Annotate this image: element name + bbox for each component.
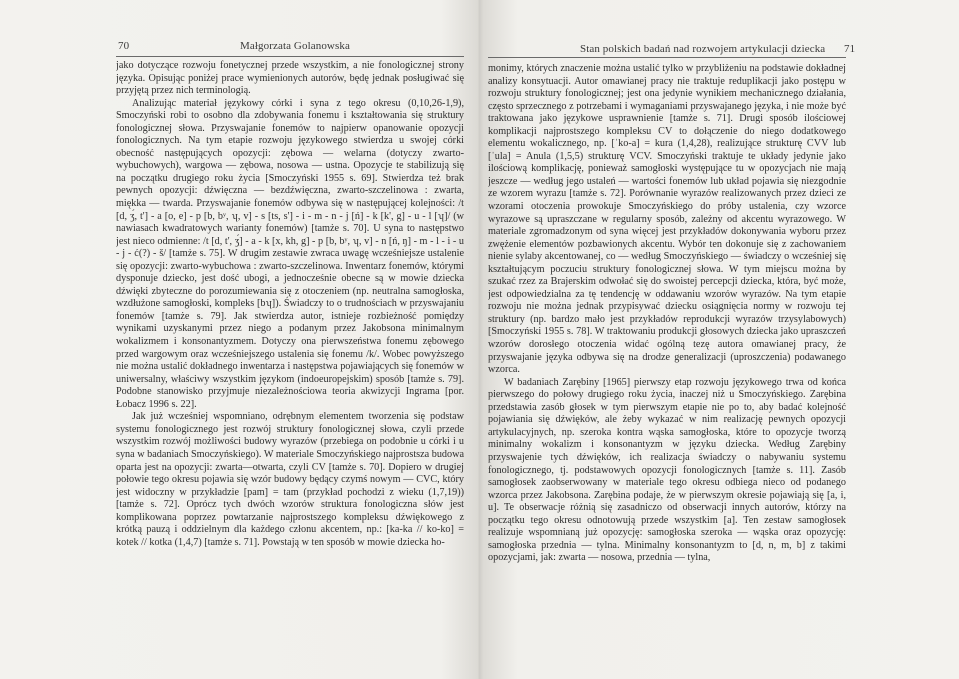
right-running-head: Stan polskich badań nad rozwojem artykulacji dziecka xyxy=(580,43,826,55)
right-page xyxy=(480,0,959,679)
left-page-number: 70 xyxy=(118,40,130,52)
left-paragraph-1: jako dotyczące rozwoju fonetycznej przede wszystkim, a nie fonologicznej strony języka. Opisując poniżej prace wymienionych autorów, będę jednak posługiwać się przyjętą przez nich terminologią. xyxy=(116,60,464,97)
right-header-rule xyxy=(488,57,846,58)
left-paragraph-3: Jak już wcześniej wspomniano, odrębnym elementem tworzenia się podstaw systemu fonologicznego jest rozwój struktury fonologicznej słowa, czyli przede wszystkim rozwój możliwości budowy wyrazów (przebiega on podobnie u córki i u syna w badaniach Smoczyńskiego). W materiale Smoczyńskiego najprostsza budowa oparta jest na opozycji: zwarta—otwarta, czyli CV [tamże s. 70]. Dopiero w drugiej połowie tego okresu pojawia się wzór budowy będący czymś nowym — CVC, który jest widoczny w przykładzie [pam] = tam (przykład pochodzi z wieku (1,7,19)) [tamże s. 72]. Oprócz tych dwóch wzorów struktura fonologiczna słów jest komplikowana poprzez powtarzanie najprostszego kompleksu dźwiękowego z krótką pauzą i oddzielnym dla każdego członu akcentem, np.: [ka-ka // ko-ko] = kotek // kotka (1,4,7) [tamże s. 71]. Powstają w ten sposób w mowie dziecka ho- xyxy=(116,411,464,548)
left-body-text xyxy=(116,60,464,660)
left-running-head: Małgorzata Golanowska xyxy=(240,40,350,52)
left-paragraph-2: Analizując materiał językowy córki i syna z tego okresu (0,10,26-1,9), Smoczyński robi to osobno dla zdobywania fonemu i kształtowania się struktury fonologicznej słowa. Przyswajanie fonemów to najpierw opanowanie opozycji fonologicznych. Na tym etapie rozwoju językowego stwierdza u swojej córki obecność następujących opozycji: zębowa — welarna (dotyczy zwarto-wybuchowych), wargowa — zębowa, nosowa — ustna. Opozycje te stabilizują się na początku drugiego roku życia [Smoczyński 1955 s. 69]. Stwierdza też brak pewnych opozycji: dźwięczna — bezdźwięczna, zwarto-szczelinowa : zwarta, miękka — twarda. Przyswajanie fonemów odbywa się w następującej kolejności: /t [d, ʒ́, t'] - a [o, e] - p [b, bʸ, ʮ, v] - s [ts, s'] - i - m - n - j [ń] - k [k', g] - u - l [ʮ]/ (w nawiasach kwadratowych warianty fonemów) [tamże s. 70]. U syna to następstwo jest nieco odmienne: /t [d, t', ʒ́] - a - k [x, kh, g] - p [b, bʸ, ʮ, v] - n [ń, ŋ] - m - l - i - u - j - ć(?) - š/ [tamże s. 75]. W drugim zestawie zwraca uwagę wcześniejsze ustalenie się opozycji: zwarto-wybuchowa : zwarto-szczelinowa. Inwentarz fonemów, którymi dysponuje dziecko, jest dość ubogi, a jednocześnie obecne są w mowie dziecka dźwięki zbyteczne do porozumiewania się z otoczeniem (np. neutralna samogłoska, wzdłużone samogłoski, kompleks [bʮ]). Świadczy to o trudnościach w przyswajaniu fonemów [tamże s. 79]. Jak stwierdza autor, istnieje rozbieżność pomiędzy wynikami uzyskanymi przez niego a podanym przez Jakobsona minimalnym wokalizmem i konsonantyzmem. Dotyczy ona pierwszeństwa fonemu zębowego przed wargowym oraz wcześniejszego ustalenia się fonemu /k/. Wobec powyższego nie można ustalić dokładnego inwentarza i następstwa pojawiających się fonemów w uniwersalny, właściwy wszystkim językom (indoeuropejskim) sposób [tamże s. 79]. Podobne stanowisko przyjmuje niezależnościowa teoria akwizycji Ingrama [por. Łobacz 1996 s. 22]. xyxy=(116,97,464,410)
left-header-rule xyxy=(116,56,464,57)
right-body-text xyxy=(488,63,846,663)
right-page-number: 71 xyxy=(844,43,856,55)
right-paragraph-2: W badaniach Zarębiny [1965] pierwszy etap rozwoju językowego trwa od końca pierwszego do połowy drugiego roku życia, inaczej niż u Smoczyńskiego. Zarębina przedstawia zasób głosek w tym pierwszym etapie nie po to, aby badać kolejność pojawiania się dźwięków, ale żeby wykazać w nim realizację pewnych opozycji artykulacyjnych, np. szeroka kontra wąska samogłoska, które to opozycje tworzą minimalny wokalizm i konsonantyzm w języku dziecka. Według Zarębiny przyswajenie tych dźwięków, ich realizacja świadczy o nabywaniu systemu fonologicznego, tj. podstawowych opozycji fonologicznych [tamże s. 11]. Zasób samogłosek zaobserwowany w materiale tego okresu odbiega nieco od podanego wzorca przez Jakobsona. Zarębina podaje, że w pierwszym okresie pojawiają się [a, i, u]. Te obserwacje różnią się zasadniczo od obserwacji innych autorów, którzy na początku tego okresu odnotowują przede wszystkim [a]. Ten zestaw samogłosek realizuje wspomnianą już opozycję: samogłoska szeroka — wąska oraz opozycję: samogłoska przednia — tylna. Minimalny konsonantyzm to [d, n, m, b] z takimi opozycjami, jak: zwarta — nosowa, przednia — tylna, xyxy=(488,376,846,564)
right-paragraph-1: monimy, których znaczenie można ustalić tylko w przybliżeniu na podstawie dokładnej analizy konsytuacji. Autor omawianej pracy nie traktuje reduplikacji jako postępu w rozwoju struktury fonologicznej; jest ona jedynie wynikiem mechanicznego działania, często sprzecznego z potrzebami i wymaganiami przyswajanego języka, i nie może być traktowana jako językowe usprawnienie [tamże s. 71]. Drugi sposób ilościowej komplikacji najprostszego kompleksu CV to dołączenie do niego dodatkowego elementu wokalicznego, np. [ˈko-a] = kura (1,4,28), realizujące strukturę CVV lub [ˈula] = Anula (1,5,5) strukturę VCV. Smoczyński traktuje te układy jedynie jako ilościową komplikację, ponieważ samogłoski występujące tu w opozycjach nie mają jeszcze — według jego ustaleń — wartości fonemów lub układ pojawia się niezgodnie ze wzorem wyrazu [tamże s. 72]. Porównanie wyrazów realizowanych przez dzieci ze wzorami otoczenia prowokuje Smoczyńskiego do próby ustalenia, czy wzorce wyrazowe są upraszczane w regularny sposób, zależny od akcentu wyrazowego. W materiale zgromadzonym od syna więcej jest przykładów dokonywania wyboru przez zwężenie elementów pozbawionych akcentu. Wybór ten dokonuje się z zachowaniem nienie sylaby akcentowanej, co — według Smoczyńskiego — świadczy o wcześniej się kształtującym poczuciu struktury fonologicznej słowa. W tym miejscu można by szukać rzez za Brajerskim odwołać się do swoistej percepcji dziecka, która, być może, jest odpowiedzialna za tę tendencję w oddawaniu wzorów wyrazów. Na tym etapie rozwoju nie można jednak przypisywać dziecku osiągnięcia normy w rozwoju tej struktury (np. bardzo mało jest przykładów reprodukcji wyrazów trzysylabowych) [Smoczyński 1955 s. 78]. W traktowaniu produkcji głosowych dziecka jako upraszczeń wzorów dorosłego otoczenia widać ogólną tezę autora omawianej pracy, że przyswajanie języka odbywa się na drodze generalizacji (uproszczenia) podawanego wzorca. xyxy=(488,63,846,376)
